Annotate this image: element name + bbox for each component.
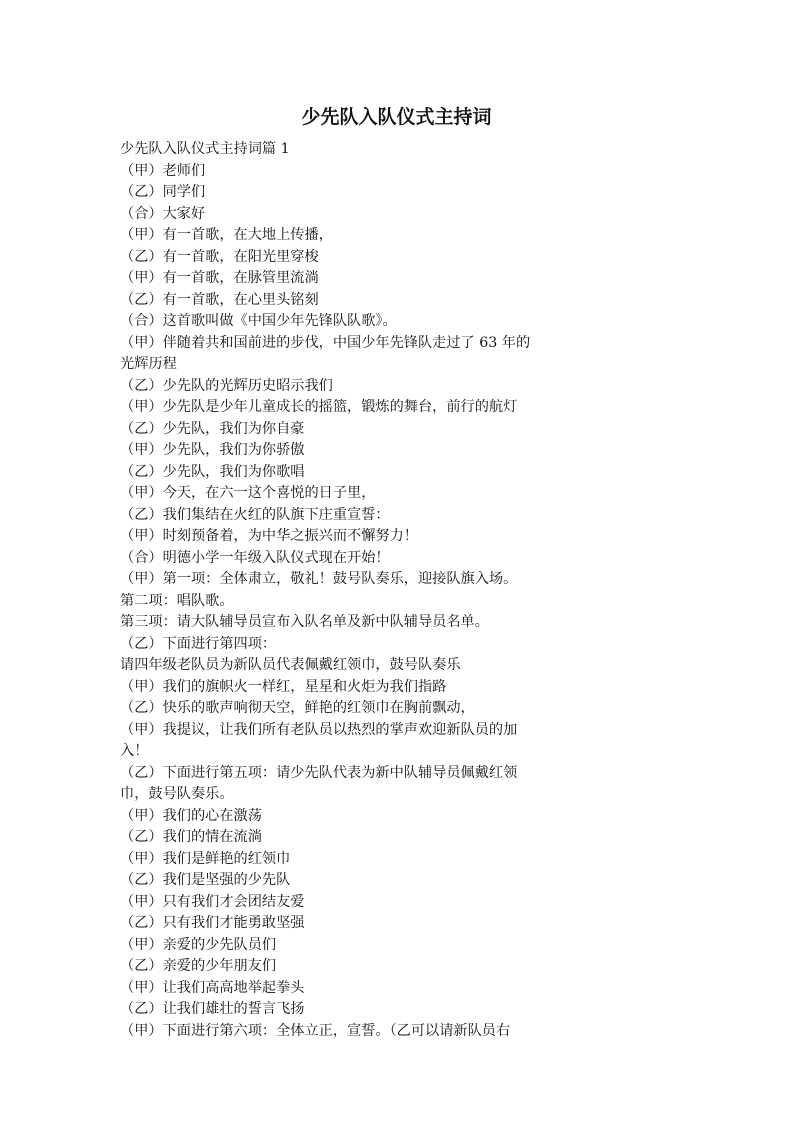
- text-line: （甲）今天，在六一这个喜悦的日子里，: [120, 485, 376, 501]
- text-line: （乙）我们是坚强的少先队: [120, 872, 291, 888]
- text-line: 巾，鼓号队奏乐。: [120, 786, 234, 802]
- text-line: （乙）只有我们才能勇敢坚强: [120, 915, 305, 931]
- document-body: [120, 139, 590, 1042]
- text-line: （甲）第一项：全体肃立，敬礼！鼓号队奏乐，迎接队旗入场。: [120, 571, 518, 587]
- text-line: 第三项：请大队辅导员宣布入队名单及新中队辅导员名单。: [120, 614, 489, 630]
- text-line: 入！: [120, 743, 149, 759]
- text-line: （合）明德小学一年级入队仪式现在开始！: [120, 549, 390, 566]
- text-line: （甲）有一首歌，在大地上传播，: [120, 227, 333, 243]
- text-line: （甲）老师们: [120, 162, 206, 179]
- text-line: （乙）少先队，我们为你自豪: [120, 420, 305, 437]
- text-line: （乙）有一首歌，在阳光里穿梭: [120, 248, 319, 265]
- text-line: （甲）只有我们才会团结友爱: [120, 893, 305, 910]
- text-line: （甲）我们的旗帜火一样红，星星和火炬为我们指路: [120, 678, 447, 695]
- text-line: （合）大家好: [120, 205, 206, 222]
- text-line: （乙）我们集结在火红的队旗下庄重宣誓：: [120, 506, 390, 523]
- text-line: （甲）亲爱的少先队员们: [120, 936, 277, 953]
- text-line: 光辉历程: [120, 356, 177, 372]
- text-line: （甲）让我们高高地举起拳头: [120, 979, 305, 996]
- text-line: （合）这首歌叫做《中国少年先锋队队歌》。: [120, 313, 397, 329]
- text-line: （乙）下面进行第四项：: [120, 635, 277, 652]
- text-line: （乙）快乐的歌声响彻天空，鲜艳的红领巾在胸前飘动，: [120, 700, 475, 716]
- text-line: （乙）下面进行第五项：请少先队代表为新中队辅导员佩戴红领: [120, 764, 518, 781]
- text-line: （甲）下面进行第六项：全体立正，宣誓。（乙可以请新队员右: [120, 1022, 511, 1039]
- text-line: （甲）伴随着共和国前进的步伐，中国少年先锋队走过了 63 年的: [120, 334, 531, 351]
- text-line: 请四年级老队员为新队员代表佩戴红领巾，鼓号队奏乐: [120, 657, 461, 673]
- text-line: （乙）少先队，我们为你歌唱: [120, 463, 305, 480]
- document-title: 少先队入队仪式主持词: [301, 106, 492, 128]
- text-line: （乙）让我们雄壮的誓言飞扬: [120, 1001, 305, 1017]
- text-line: （甲）少先队，我们为你骄傲: [120, 442, 305, 458]
- text-line: （乙）我们的情在流淌: [120, 829, 262, 845]
- text-line: （甲）我们是鲜艳的红领巾: [120, 850, 291, 867]
- text-line: （甲）我们的心在激荡: [120, 807, 262, 824]
- text-line: （乙）有一首歌，在心里头铭刻: [120, 291, 319, 308]
- text-line: 少先队入队仪式主持词篇 1: [120, 141, 290, 157]
- text-line: （乙）亲爱的少年朋友们: [120, 958, 277, 974]
- text-line: （甲）少先队是少年儿童成长的摇篮，锻炼的舞台，前行的航灯: [120, 399, 518, 415]
- text-line: （甲）我提议，让我们所有老队员以热烈的掌声欢迎新队员的加: [120, 721, 518, 738]
- text-line: （甲）有一首歌，在脉管里流淌: [120, 270, 319, 286]
- text-line: （甲）时刻预备着，为中华之振兴而不懈努力！: [120, 528, 418, 544]
- text-line: （乙）同学们: [120, 184, 206, 200]
- text-line: （乙）少先队的光辉历史昭示我们: [120, 377, 333, 394]
- text-line: 第二项：唱队歌。: [120, 592, 234, 609]
